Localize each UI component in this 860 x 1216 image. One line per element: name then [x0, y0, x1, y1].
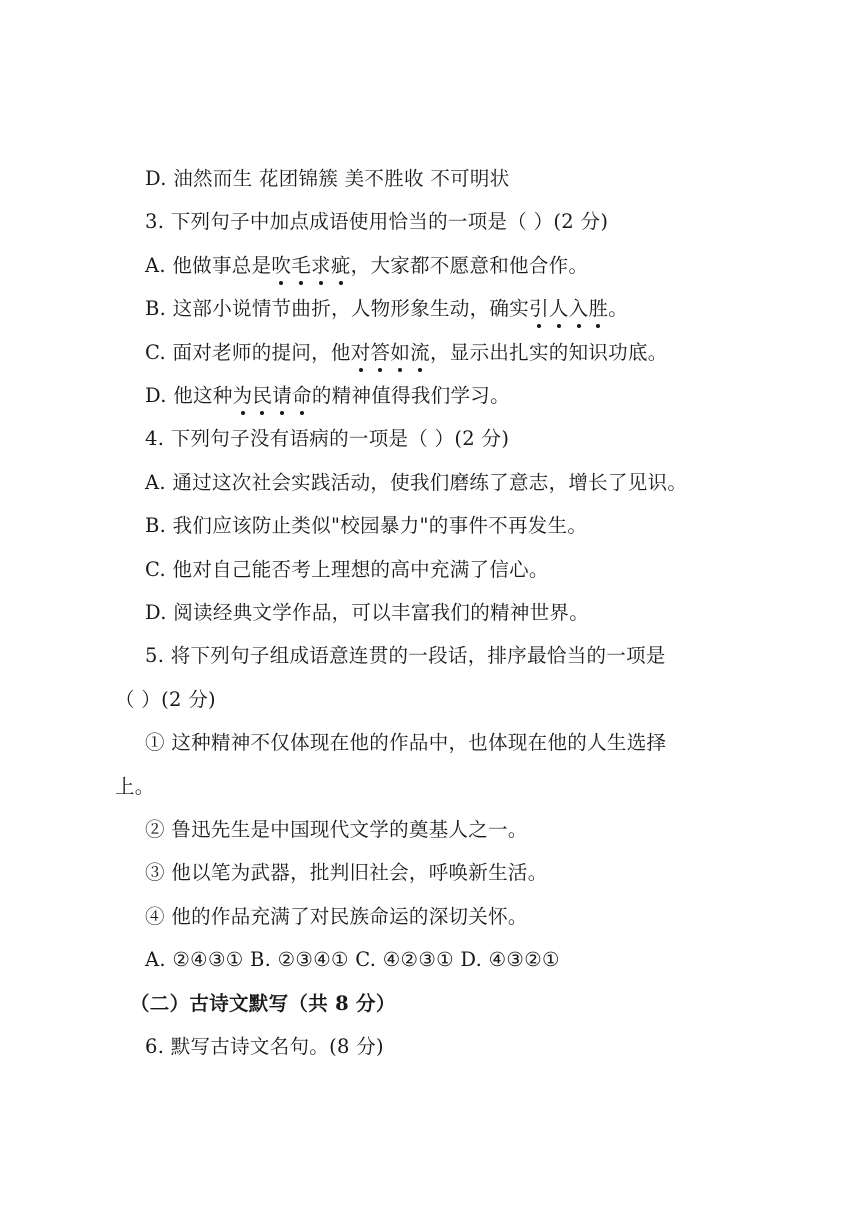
q3-option-c-before: C. 面对老师的提问，他	[145, 341, 351, 364]
dotted-char: 如	[390, 339, 410, 367]
dotted-char: 引	[529, 295, 549, 323]
q3-option-d	[145, 382, 510, 410]
q5-sentence-4: ④ 他的作品充满了对民族命运的深切关怀。	[145, 905, 528, 928]
q2-option-d: D. 油然而生 花团锦簇 美不胜收 不可明状	[145, 167, 510, 190]
dotted-char: 民	[252, 382, 272, 410]
q5-sentence-3: ③ 他以笔为武器，批判旧社会，呼唤新生活。	[145, 861, 548, 884]
q3-option-c-after: ，显示出扎实的知识功底。	[429, 341, 668, 364]
dotted-char: 毛	[291, 252, 311, 280]
q6-stem: 6. 默写古诗文名句。(8 分)	[145, 1035, 384, 1058]
q3-option-b	[145, 295, 628, 323]
q3-option-c	[145, 339, 668, 367]
dotted-char: 请	[272, 382, 292, 410]
dotted-char: 命	[292, 382, 312, 410]
q3-option-d-after: 的精神值得我们学习。	[311, 384, 510, 407]
dotted-char: 求	[311, 252, 331, 280]
dotted-char: 为	[233, 382, 253, 410]
dotted-char: 疵	[331, 252, 351, 280]
dotted-char: 人	[549, 295, 569, 323]
q4-option-d: D. 阅读经典文学作品，可以丰富我们的精神世界。	[145, 601, 590, 624]
q4-option-b: B. 我们应该防止类似"校园暴力"的事件不再发生。	[145, 514, 588, 537]
q5-options: A. ②④③① B. ②③④① C. ④②③① D. ④③②①	[145, 948, 560, 971]
dotted-char: 答	[371, 339, 391, 367]
dotted-char: 流	[410, 339, 430, 367]
dotted-char: 胜	[588, 295, 608, 323]
q5-stem-line1: 5. 将下列句子组成语意连贯的一段话，排序最恰当的一项是	[145, 644, 666, 667]
q5-stem-line2: （ ）(2 分)	[115, 688, 216, 711]
dotted-char: 吹	[271, 252, 291, 280]
q3-option-d-before: D. 他这种	[145, 384, 233, 407]
dotted-char: 对	[351, 339, 371, 367]
section-heading: （二）古诗文默写（共 8 分）	[130, 992, 396, 1015]
q4-option-c: C. 他对自己能否考上理想的高中充满了信心。	[145, 558, 549, 581]
q4-option-a: A. 通过这次社会实践活动，使我们磨练了意志，增长了见识。	[145, 471, 688, 494]
q3-stem: 3. 下列句子中加点成语使用恰当的一项是（ ）(2 分)	[145, 210, 609, 233]
q5-sentence-1-line2: 上。	[115, 775, 155, 798]
q5-sentence-1-line1: ① 这种精神不仅体现在他的作品中，也体现在他的人生选择	[145, 731, 667, 754]
q3-option-a-after: ，大家都不愿意和他合作。	[350, 254, 589, 277]
q3-option-a-before: A. 他做事总是	[145, 254, 272, 277]
dotted-char: 入	[569, 295, 589, 323]
q5-sentence-2: ② 鲁迅先生是中国现代文学的奠基人之一。	[145, 818, 528, 841]
q3-option-b-before: B. 这部小说情节曲折，人物形象生动，确实	[145, 297, 530, 320]
q4-stem: 4. 下列句子没有语病的一项是（ ）(2 分)	[145, 427, 510, 450]
q3-option-b-after: 。	[608, 297, 629, 320]
q3-option-a	[145, 252, 588, 280]
